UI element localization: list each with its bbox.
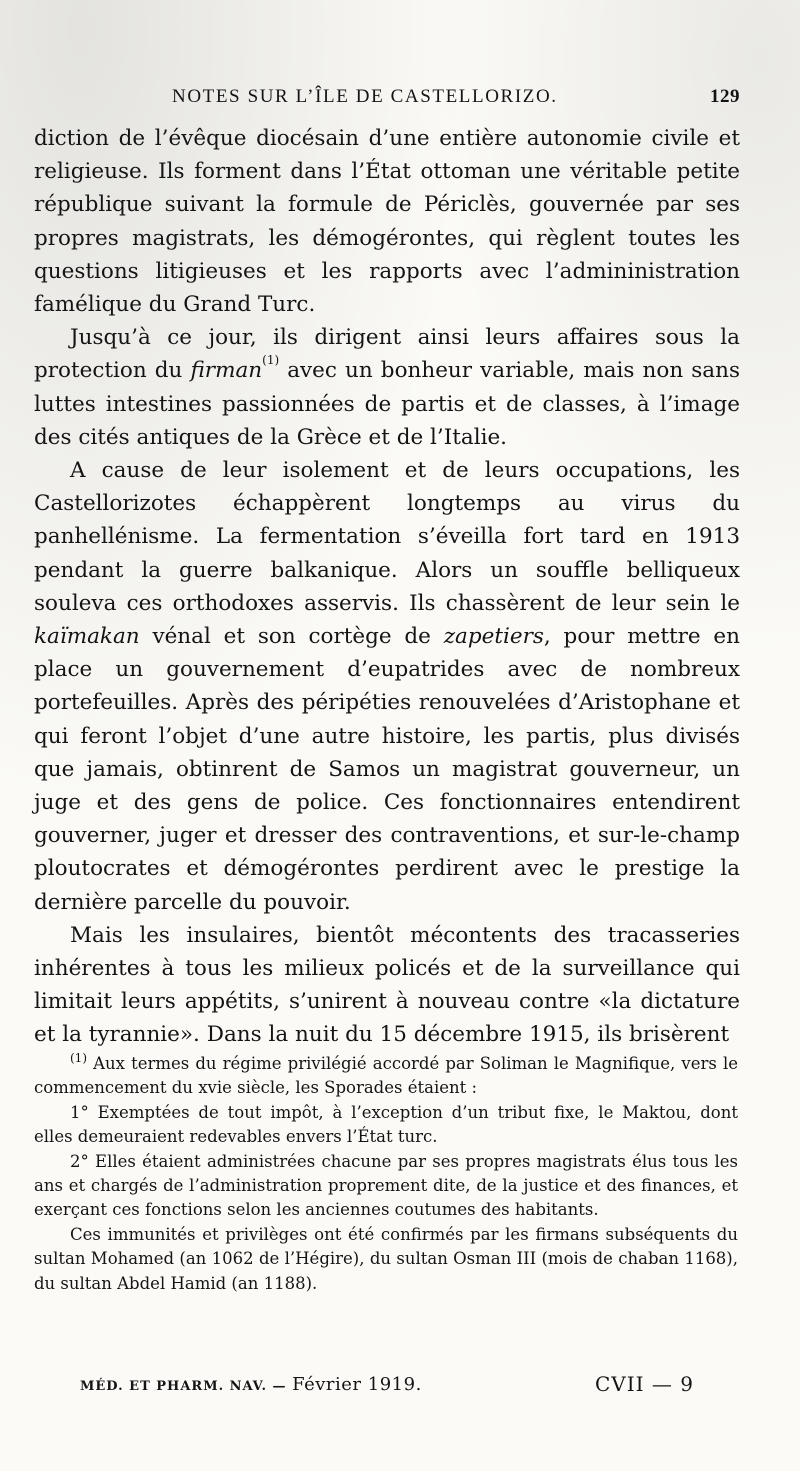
journal-name: MÉD. ET PHARM. NAV. — [80, 1379, 287, 1394]
signature-mark: CVII — 9 [595, 1372, 694, 1396]
paragraph-2-text-b: avec un bonheur variable, mais non sans luttes intestines passionnées de partis et de classes, à l’image des cités antiques de la Grèce et de l’Italie. [34, 358, 740, 450]
term-firman: firman [190, 358, 263, 384]
paragraph-3-text-b: vénal et son cortège de [139, 624, 444, 650]
footnote-1-text: Aux termes du régime privilégié accordé par Soliman le Magnifique, vers le commencement du xvie siècle, les Sporades étaient : [34, 1054, 738, 1098]
term-zapetiers: zapetiers [443, 624, 544, 650]
footnote-1 [34, 1052, 738, 1101]
footnote-marker: (1) [70, 1051, 87, 1065]
paragraph-3-text-a: A cause de leur isolement et de leurs occupations, les Castellorizotes échappèrent longtemps au virus du panhellénisme. La fermentation s’éveilla fort tard en 1913 pendant la guerre balkanique. Alors un souffle belliqueux souleva ces orthodoxes asservis. Ils chassèrent de leur sein le [34, 458, 740, 616]
page-number: 129 [710, 86, 740, 107]
issue-date: Février 1919. [292, 1374, 422, 1395]
footer-journal [80, 1374, 422, 1395]
paragraph-2-text-a: Jusqu’à ce jour, ils dirigent ainsi leurs affaires sous la protection du [34, 325, 740, 384]
term-kaimakan: kaïmakan [34, 624, 140, 650]
paragraph-4: Mais les insulaires, bientôt mécontents des tracasseries inhérentes à tous les milieux policés et de la surveillance qui limitait leurs appétits, s’unirent à nouveau contre «la dictature et la tyrannie». Dans la nuit du 15 décembre 1915, ils brisèrent [34, 922, 740, 1048]
paragraph-1: diction de l’évêque diocésain d’une entière autonomie civile et religieuse. Ils forment dans l’État ottoman une véritable petite république suivant la formule de Périclès, gouvernée par ses propres magistrats, les démogérontes, qui règlent toutes les questions litigieuses et les rapports avec l’admininistration famélique du Grand Turc. [34, 126, 740, 318]
page-footer [80, 1372, 740, 1402]
footnote-item-3: Ces immunités et privilèges ont été confirmés par les firmans subséquents du sultan Mohamed (an 1062 de l’Hégire), du sultan Osman III (mois de chaban 1168), du sultan Abdel Hamid (an 1188). [34, 1224, 738, 1293]
paragraph-2 [34, 321, 740, 454]
footnote-item-1: 1° Exemptées de tout impôt, à l’exception d’un tribut fixe, le Maktou, dont elles demeuraient redevables envers l’État turc. [34, 1102, 738, 1147]
footnote-item-2: 2° Elles étaient administrées chacune par ses propres magistrats élus tous les ans et chargés de l’administration proprement dite, de la justice et des finances, et exerçant ces fonctions selon les anciennes coutumes des habitants. [34, 1151, 738, 1220]
paragraph-3-text-c: , pour mettre en place un gouvernement d’eupatrides avec de nombreux portefeuilles. Après des péripéties renouvelées d’Aristophane et qui feront l’objet d’une autre histoire, les partis, plus divisés que jamais, obtinrent de Samos un magistrat gouverneur, un juge et des gens de police. Ces fonctionnaires entendirent gouverner, juger et dresser des contraventions, et sur-le-champ ploutocrates et démogérontes perdirent avec le prestige la dernière parcelle du pouvoir. [34, 624, 740, 915]
running-header [62, 86, 740, 116]
footnotes [34, 1052, 738, 1296]
main-text [34, 122, 740, 1052]
paragraph-3 [34, 454, 740, 919]
running-title: NOTES SUR L’ÎLE DE CASTELLORIZO. [172, 86, 558, 107]
footnote-ref: (1) [262, 353, 280, 368]
